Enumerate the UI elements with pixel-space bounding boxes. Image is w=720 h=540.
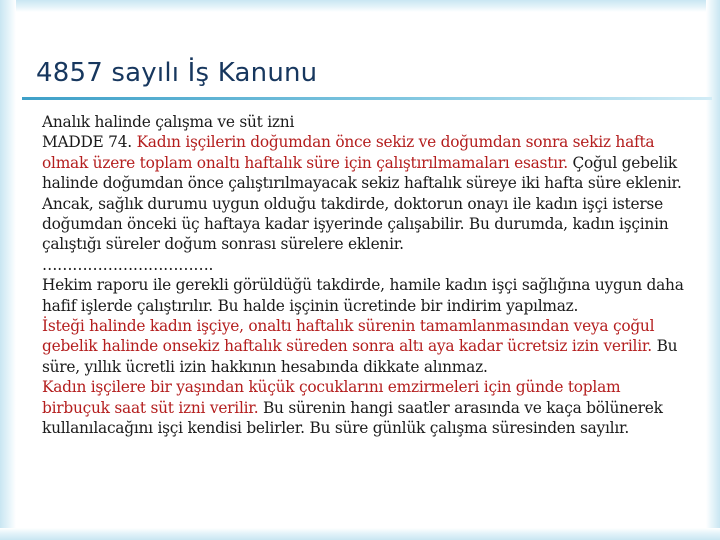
paragraph-unpaid-leave [42, 316, 692, 377]
slide-body [42, 112, 692, 439]
article-label: MADDE 74. [42, 133, 137, 152]
slide-title: 4857 sayılı İş Kanunu [36, 58, 318, 88]
paragraph-text: Bu süre, yıllık ücretli izin hakkının hesabında dikkate alınmaz. [42, 337, 678, 376]
emphasized-text: İsteği halinde kadın işçiye, onaltı haftalık sürenin tamamlanmasından veya çoğul gebelik halinde onsekiz haftalık süreden sonra altı aya kadar ücretsiz izin verilir. [42, 317, 655, 356]
ellipsis-separator: ……………………………. [42, 255, 214, 274]
section-heading: Analık halinde çalışma ve süt izni [42, 113, 295, 131]
left-border-band [0, 0, 16, 540]
paragraph-article-74 [42, 132, 692, 254]
right-border-band [706, 0, 720, 540]
emphasized-text: Kadın işçilerin doğumdan önce sekiz ve doğumdan sonra sekiz hafta olmak üzere toplam onaltı haftalık süre için çalıştırılmamaları esastır. [42, 133, 655, 172]
bottom-border-band [0, 528, 720, 540]
paragraph-text: Çoğul gebelik halinde doğumdan önce çalıştırılmayacak sekiz haftalık süreye iki hafta süre eklenir. Ancak, sağlık durumu uygun olduğu takdirde, doktorun onayı ile kadın işçi isterse doğumdan önceki üç haftaya kadar işyerinde çalışabilir. Bu durumda, kadın işçinin çalıştığı süreler doğum sonrası sürelere eklenir. [42, 153, 682, 254]
paragraph-medical-report: Hekim raporu ile gerekli görüldüğü takdirde, hamile kadın işçi sağlığına uygun daha hafif işlerde çalıştırılır. Bu halde işçinin ücretinde bir indirim yapılmaz. [42, 276, 684, 315]
emphasized-text: Kadın işçilere bir yaşından küçük çocuklarını emzirmeleri için günde toplam birbuçuk saat süt izni verilir. [42, 378, 621, 417]
top-border-band [0, 0, 720, 12]
paragraph-text: Bu sürenin hangi saatler arasında ve kaça bölünerek kullanılacağını işçi kendisi belirler. Bu süre günlük çalışma süresinden sayılır. [42, 398, 663, 438]
paragraph-nursing-leave [42, 377, 692, 438]
title-underline-rule [22, 97, 712, 100]
